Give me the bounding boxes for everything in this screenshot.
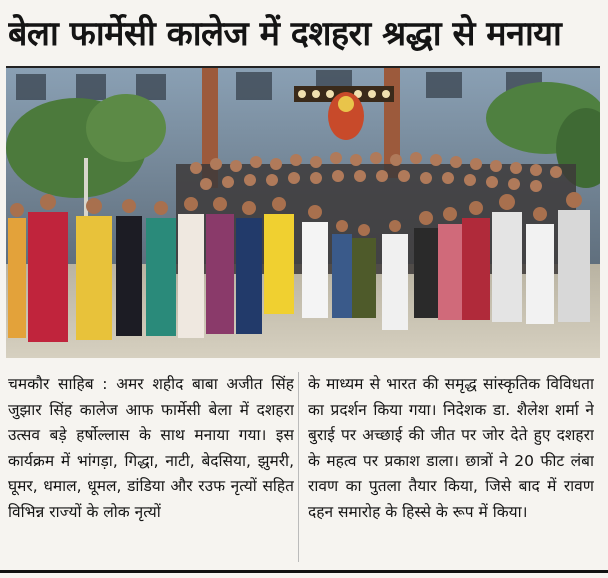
bottom-rule bbox=[0, 570, 608, 573]
group-photo bbox=[6, 66, 600, 358]
column-divider bbox=[298, 372, 299, 562]
article-column-right: के माध्यम से भारत की समृद्ध सांस्कृतिक विविधता का प्रदर्शन किया गया। निदेशक डा. शैलेश शर्मा ने बुराई पर अच्छाई की जीत पर जोर देते हुए दशहरा के महत्व पर प्रकाश डाला। छात्रों ने 20 फीट लंबा रावण का पुतला तैयार किया, जिसे बाद में रावण दहन समारोह के हिस्से के रूप में किया। bbox=[308, 375, 594, 521]
headline: बेला फार्मेसी कालेज में दशहरा श्रद्धा से मनाया bbox=[8, 14, 562, 54]
group-photo-illustration bbox=[6, 68, 600, 358]
article-column-left: चमकौर साहिब : अमर शहीद बाबा अजीत सिंह जुझार सिंह कालेज आफ फार्मेसी बेला में दशहरा उत्सव बड़े हर्षोल्लास के साथ मनाया गया। इस कार्यक्रम में भांगड़ा, गिद्धा, नाटी, बेदसिया, झुमरी, घूमर, धमाल, धूमल, डांडिया और रउफ नृत्यों सहित विभिन्न राज्यों के लोक नृत्यों bbox=[8, 375, 294, 521]
